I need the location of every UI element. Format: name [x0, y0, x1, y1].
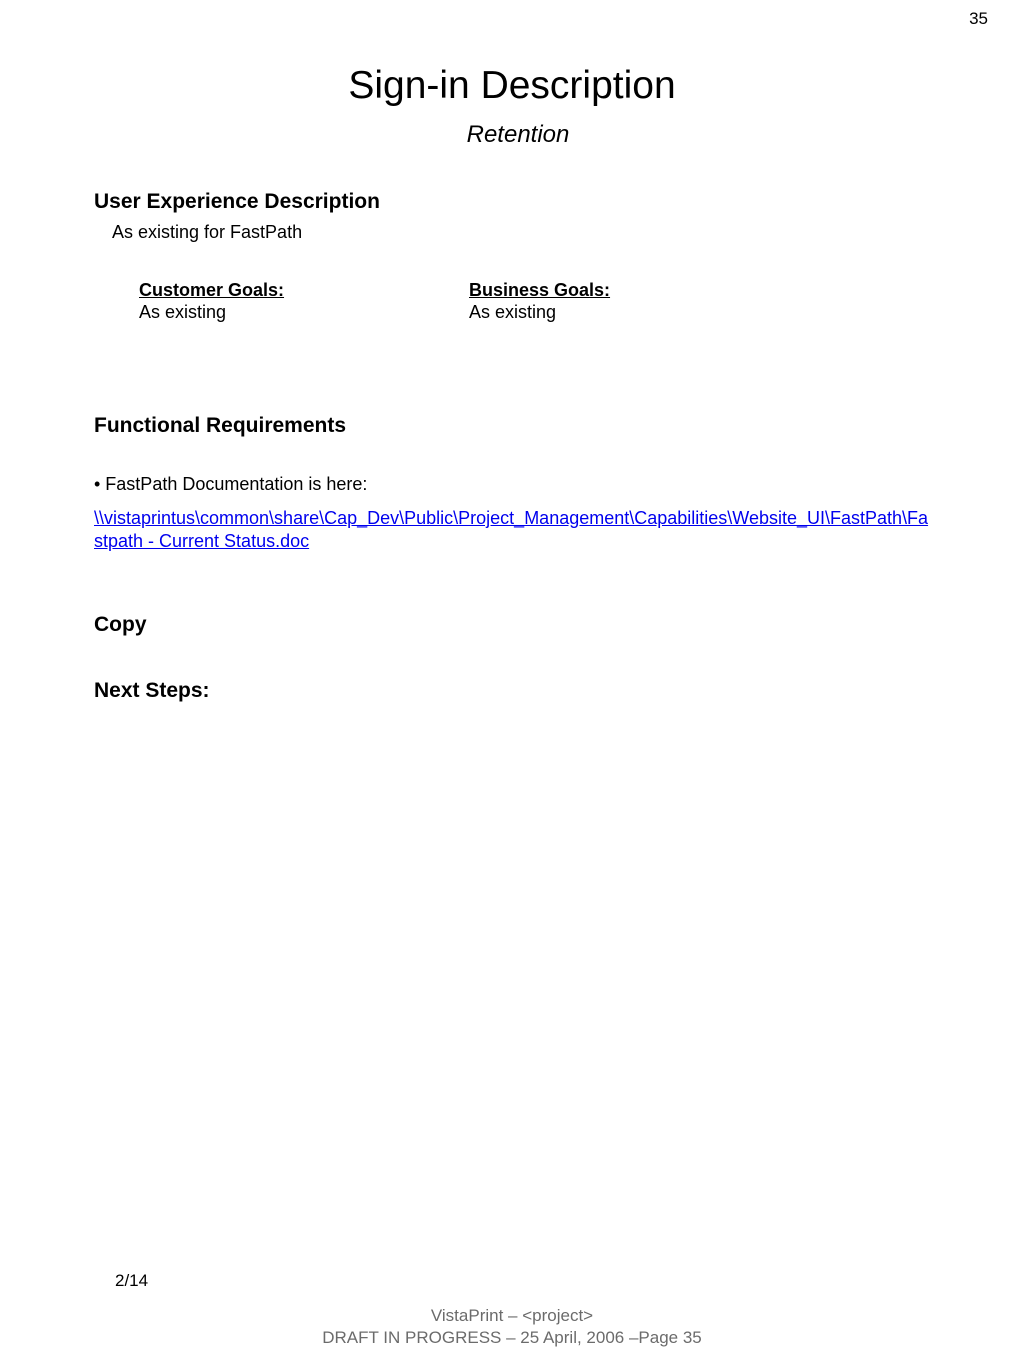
- customer-goals-label: Customer Goals:: [139, 280, 285, 300]
- business-goals-value: As existing: [469, 302, 557, 322]
- customer-goals-value: As existing: [139, 302, 227, 322]
- copy-heading: Copy: [94, 613, 147, 636]
- page-title: Sign-in Description: [348, 64, 676, 107]
- page-subtitle: Retention: [466, 121, 570, 148]
- footer-date: 2/14: [115, 1271, 149, 1290]
- page-number: 35: [969, 9, 988, 28]
- next-steps-heading: Next Steps:: [94, 679, 210, 702]
- documentation-link[interactable]: \\vistaprintus\common\share\Cap_Dev\Public\Project_Management\Capabilities\Website_UI\FastPath\Fastpath - Current Status.doc: [94, 508, 929, 551]
- user-experience-heading: User Experience Description: [94, 190, 380, 213]
- functional-requirements-heading: Functional Requirements: [94, 414, 347, 437]
- user-experience-description: As existing for FastPath: [112, 222, 303, 242]
- footer-draft-status: DRAFT IN PROGRESS – 25 April, 2006 –Page 35: [322, 1328, 702, 1347]
- footer-brand: VistaPrint – <project>: [430, 1306, 594, 1325]
- business-goals-label: Business Goals:: [469, 280, 611, 300]
- documentation-bullet: • FastPath Documentation is here:: [94, 474, 368, 494]
